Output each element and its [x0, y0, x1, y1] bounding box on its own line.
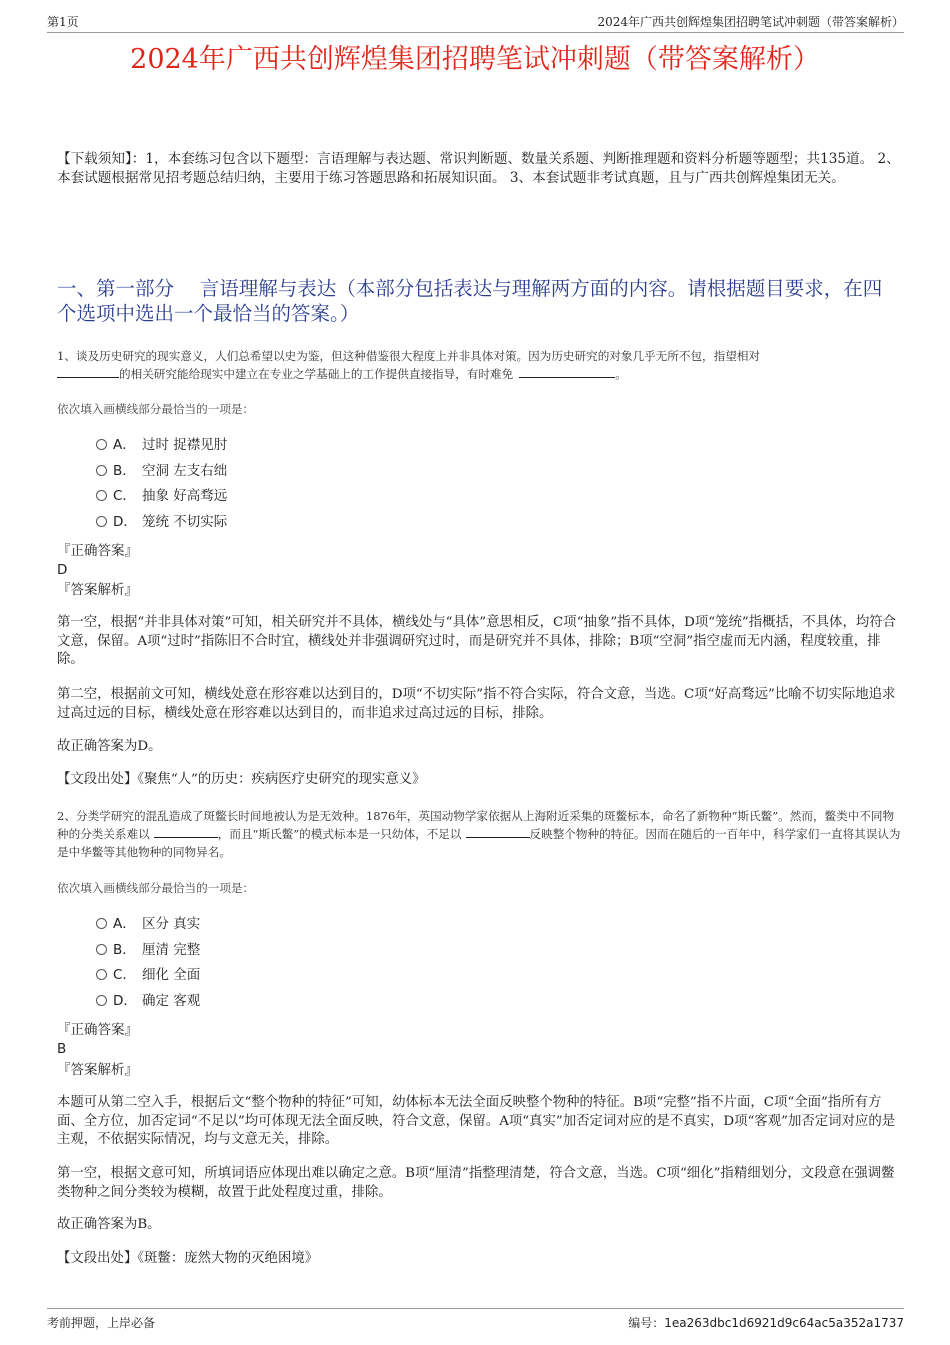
radio-icon[interactable] — [96, 465, 107, 476]
question-1-options — [96, 433, 227, 535]
question-1-prompt: 依次填入画横线部分最恰当的一项是： — [57, 402, 255, 416]
radio-icon[interactable] — [96, 490, 107, 501]
analysis-label: 『答案解析』 — [57, 582, 138, 598]
analysis-paragraph: 第一空，根据文意可知，所填词语应体现出难以确定之意。B项“厘清”指整理清楚，符合文意，当选。C项“细化”指精细划分，文段意在强调鳖类物种之间分类较为模糊，故置于此处程度过重，排除。 — [57, 1166, 895, 1200]
correct-answer-value: D — [57, 562, 68, 578]
question-1-stem: 1、谈及历史研究的现实意义，人们总希望以史为鉴，但这种借鉴很大程度上并非具体对策。因为历史研究的对象几乎无所不包，指望相对 的相关研究能给现实中建立在专业之学基础上的工作提供直接指导，有时难免 。 — [57, 349, 761, 381]
document-code — [628, 1313, 904, 1333]
header-doc-title: 2024年广西共创辉煌集团招聘笔试冲刺题（带答案解析） — [597, 15, 904, 29]
correct-answer-label: 『正确答案』 — [57, 543, 138, 559]
analysis-paragraph: 本题可从第二空入手，根据后文“整个物种的特征”可知，幼体标本无法全面反映整个物种的特征。B项“完整”指不片面，C项“全面”指所有方面、全方位，加否定词“不足以”均可体现无法全面反映，符合文意，保留。A项“真实”加否定词对应的是不真实，D项“客观”加否定词对应的是主观，不依据实际情况，均与文意无关，排除。 — [57, 1095, 896, 1147]
option-a[interactable]: A． 过时 捉襟见肘 — [96, 433, 227, 459]
analysis-conclusion: 故正确答案为D。 — [57, 739, 162, 754]
radio-icon[interactable] — [96, 944, 107, 955]
blank-line — [466, 825, 530, 838]
analysis-paragraph: 第二空，根据前文可知，横线处意在形容难以达到目的，D项“不切实际”指不符合实际，符合文意，当选。C项“好高骛远”比喻不切实际地追求过高过远的目标，横线处意在形容难以达到目的，而非追求过高过远的目标，排除。 — [57, 687, 896, 721]
radio-icon[interactable] — [96, 918, 107, 929]
option-a[interactable]: A． 区分 真实 — [96, 912, 200, 938]
analysis-label: 『答案解析』 — [57, 1062, 138, 1078]
section-heading: 一、第一部分 言语理解与表达（本部分包括表达与理解两方面的内容。请根据题目要求，在四个选项中选出一个最恰当的答案。） — [57, 277, 883, 325]
page-footer — [47, 1308, 904, 1329]
question-2-options — [96, 912, 200, 1014]
correct-answer-value: B — [57, 1041, 67, 1057]
radio-icon[interactable] — [96, 516, 107, 527]
document-code-label: 编号： — [628, 1316, 665, 1330]
download-notice: 【下载须知】：1，本套练习包含以下题型：言语理解与表达题、常识判断题、数量关系题、判断推理题和资料分析题等题型；共135道。 2、本套试题根据常见招考题总结归纳，主要用于练习答题思路和拓展知识面。 3、本套试题非考试真题，且与广西共创辉煌集团无关。 — [57, 151, 900, 186]
option-b[interactable]: B． 空洞 左支右绌 — [96, 459, 227, 485]
footer-slogan: 考前押题，上岸必备 — [47, 1316, 156, 1330]
source-citation: 【文段出处】《聚焦“人”的历史：疾病医疗史研究的现实意义》 — [57, 772, 426, 787]
option-c[interactable]: C． 细化 全面 — [96, 963, 200, 989]
question-2-prompt: 依次填入画横线部分最恰当的一项是： — [57, 881, 255, 895]
radio-icon[interactable] — [96, 969, 107, 980]
document-code-value: 1ea263dbc1d6921d9c64ac5a352a1737 — [664, 1316, 904, 1330]
page-number: 第1页 — [47, 15, 79, 29]
radio-icon[interactable] — [96, 995, 107, 1006]
analysis-conclusion: 故正确答案为B。 — [57, 1217, 161, 1232]
radio-icon[interactable] — [96, 439, 107, 450]
page-header — [47, 14, 904, 33]
document-title: 2024年广西共创辉煌集团招聘笔试冲刺题（带答案解析） — [130, 44, 820, 75]
blank-line — [154, 825, 218, 838]
blank-line — [519, 365, 615, 378]
option-b[interactable]: B． 厘清 完整 — [96, 938, 200, 964]
option-c[interactable]: C． 抽象 好高骛远 — [96, 484, 227, 510]
option-d[interactable]: D． 笼统 不切实际 — [96, 510, 227, 536]
question-2-stem: 2、分类学研究的混乱造成了斑鳖长时间地被认为是无效种。1876年，英国动物学家依据从上海附近采集的斑鳖标本，命名了新物种“斯氏鳖”。然而，鳖类中不同物种的分类关系难以 ，而且“斯氏鳖”的模式标本是一只幼体，不足以 反映整个物种的特征。因而在随后的一百年中，科学家们一直将其误认为是中华鳖等其他物种的同物异名。 — [57, 809, 901, 859]
option-d[interactable]: D． 确定 客观 — [96, 989, 200, 1015]
analysis-paragraph: 第一空，根据“并非具体对策”可知，相关研究并不具体，横线处与“具体”意思相反，C项“抽象”指不具体，D项“笼统”指概括，不具体，均符合文意，保留。A项“过时”指陈旧不合时宜，横线处并非强调研究过时，而是研究并不具体，排除；B项“空洞”指空虚而无内涵，程度较重，排除。 — [57, 615, 897, 667]
blank-line — [57, 365, 119, 378]
correct-answer-label: 『正确答案』 — [57, 1022, 138, 1038]
source-citation: 【文段出处】《斑鳖：庞然大物的灭绝困境》 — [57, 1251, 319, 1266]
